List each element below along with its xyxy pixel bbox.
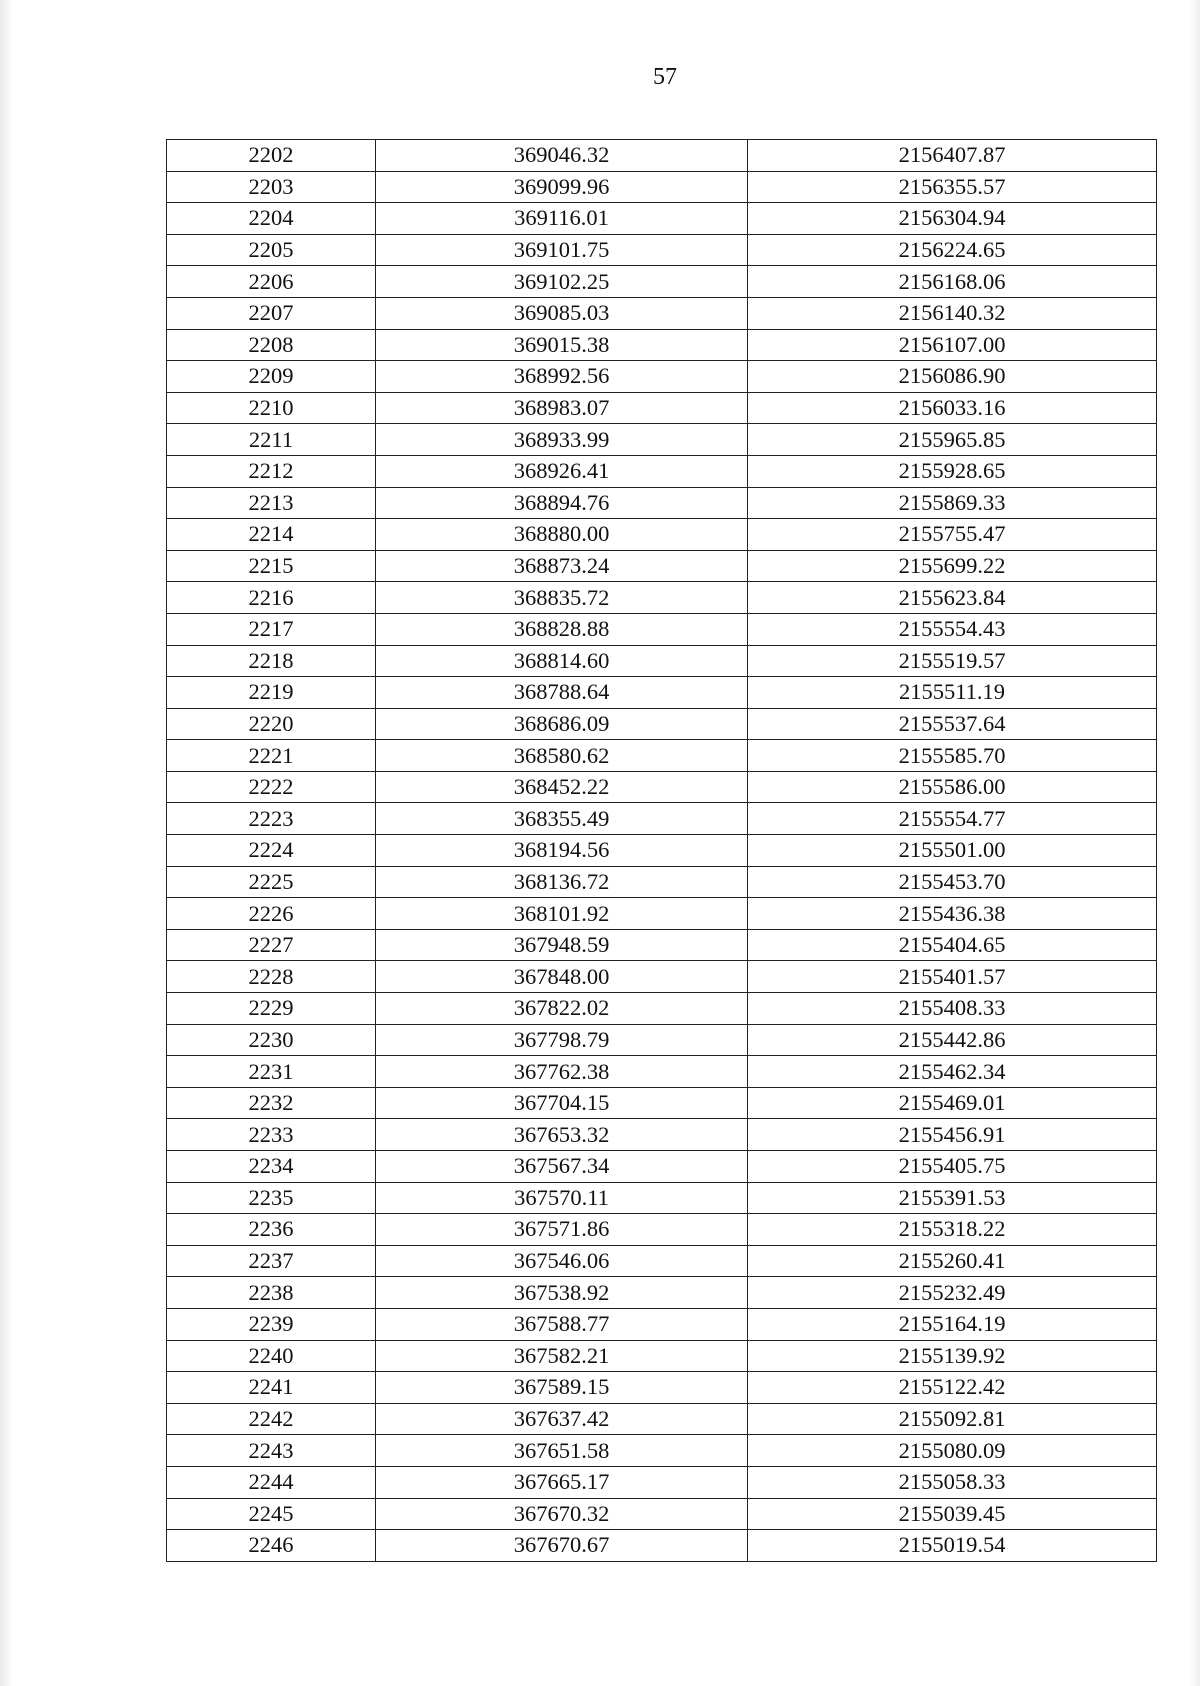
table-row bbox=[167, 519, 1157, 551]
y-coordinate-cell: 2155139.92 bbox=[748, 1340, 1157, 1372]
point-number-cell: 2243 bbox=[167, 1435, 376, 1467]
table-row bbox=[167, 898, 1157, 930]
coordinates-table-body bbox=[167, 140, 1157, 1562]
table-row bbox=[167, 266, 1157, 298]
point-number-cell: 2203 bbox=[167, 171, 376, 203]
y-coordinate-cell: 2155092.81 bbox=[748, 1403, 1157, 1435]
y-coordinate-cell: 2156107.00 bbox=[748, 329, 1157, 361]
table-row bbox=[167, 550, 1157, 582]
y-coordinate-cell: 2155164.19 bbox=[748, 1308, 1157, 1340]
point-number-cell: 2202 bbox=[167, 140, 376, 172]
table-row bbox=[167, 677, 1157, 709]
table-row bbox=[167, 1056, 1157, 1088]
table-row bbox=[167, 1530, 1157, 1562]
x-coordinate-cell: 368580.62 bbox=[376, 740, 748, 772]
x-coordinate-cell: 367704.15 bbox=[376, 1087, 748, 1119]
table-row bbox=[167, 1087, 1157, 1119]
table-row bbox=[167, 140, 1157, 172]
point-number-cell: 2204 bbox=[167, 203, 376, 235]
point-number-cell: 2227 bbox=[167, 929, 376, 961]
table-row bbox=[167, 803, 1157, 835]
point-number-cell: 2221 bbox=[167, 740, 376, 772]
point-number-cell: 2240 bbox=[167, 1340, 376, 1372]
table-row bbox=[167, 1372, 1157, 1404]
table-row bbox=[167, 708, 1157, 740]
y-coordinate-cell: 2155519.57 bbox=[748, 645, 1157, 677]
x-coordinate-cell: 369101.75 bbox=[376, 234, 748, 266]
x-coordinate-cell: 368828.88 bbox=[376, 613, 748, 645]
table-row bbox=[167, 1435, 1157, 1467]
x-coordinate-cell: 369015.38 bbox=[376, 329, 748, 361]
point-number-cell: 2232 bbox=[167, 1087, 376, 1119]
y-coordinate-cell: 2155442.86 bbox=[748, 1024, 1157, 1056]
y-coordinate-cell: 2155965.85 bbox=[748, 424, 1157, 456]
point-number-cell: 2217 bbox=[167, 613, 376, 645]
x-coordinate-cell: 367670.32 bbox=[376, 1498, 748, 1530]
y-coordinate-cell: 2156355.57 bbox=[748, 171, 1157, 203]
table-row bbox=[167, 1245, 1157, 1277]
x-coordinate-cell: 369085.03 bbox=[376, 297, 748, 329]
x-coordinate-cell: 368873.24 bbox=[376, 550, 748, 582]
x-coordinate-cell: 367651.58 bbox=[376, 1435, 748, 1467]
point-number-cell: 2245 bbox=[167, 1498, 376, 1530]
point-number-cell: 2206 bbox=[167, 266, 376, 298]
x-coordinate-cell: 367538.92 bbox=[376, 1277, 748, 1309]
x-coordinate-cell: 367546.06 bbox=[376, 1245, 748, 1277]
point-number-cell: 2241 bbox=[167, 1372, 376, 1404]
table-row bbox=[167, 297, 1157, 329]
table-row bbox=[167, 392, 1157, 424]
point-number-cell: 2234 bbox=[167, 1151, 376, 1183]
table-row bbox=[167, 929, 1157, 961]
table-row bbox=[167, 424, 1157, 456]
x-coordinate-cell: 367848.00 bbox=[376, 961, 748, 993]
point-number-cell: 2235 bbox=[167, 1182, 376, 1214]
point-number-cell: 2237 bbox=[167, 1245, 376, 1277]
x-coordinate-cell: 367588.77 bbox=[376, 1308, 748, 1340]
y-coordinate-cell: 2155511.19 bbox=[748, 677, 1157, 709]
y-coordinate-cell: 2155699.22 bbox=[748, 550, 1157, 582]
y-coordinate-cell: 2156224.65 bbox=[748, 234, 1157, 266]
x-coordinate-cell: 367570.11 bbox=[376, 1182, 748, 1214]
table-row bbox=[167, 582, 1157, 614]
point-number-cell: 2210 bbox=[167, 392, 376, 424]
point-number-cell: 2242 bbox=[167, 1403, 376, 1435]
table-row bbox=[167, 171, 1157, 203]
x-coordinate-cell: 368788.64 bbox=[376, 677, 748, 709]
y-coordinate-cell: 2156407.87 bbox=[748, 140, 1157, 172]
y-coordinate-cell: 2155755.47 bbox=[748, 519, 1157, 551]
y-coordinate-cell: 2155080.09 bbox=[748, 1435, 1157, 1467]
x-coordinate-cell: 367762.38 bbox=[376, 1056, 748, 1088]
y-coordinate-cell: 2156304.94 bbox=[748, 203, 1157, 235]
x-coordinate-cell: 369099.96 bbox=[376, 171, 748, 203]
table-row bbox=[167, 1182, 1157, 1214]
point-number-cell: 2215 bbox=[167, 550, 376, 582]
point-number-cell: 2238 bbox=[167, 1277, 376, 1309]
point-number-cell: 2212 bbox=[167, 455, 376, 487]
y-coordinate-cell: 2155019.54 bbox=[748, 1530, 1157, 1562]
x-coordinate-cell: 368814.60 bbox=[376, 645, 748, 677]
table-row bbox=[167, 1466, 1157, 1498]
point-number-cell: 2231 bbox=[167, 1056, 376, 1088]
page-number: 57 bbox=[653, 64, 677, 90]
point-number-cell: 2205 bbox=[167, 234, 376, 266]
y-coordinate-cell: 2155391.53 bbox=[748, 1182, 1157, 1214]
x-coordinate-cell: 369116.01 bbox=[376, 203, 748, 235]
y-coordinate-cell: 2155436.38 bbox=[748, 898, 1157, 930]
table-row bbox=[167, 234, 1157, 266]
y-coordinate-cell: 2155501.00 bbox=[748, 835, 1157, 867]
x-coordinate-cell: 367670.67 bbox=[376, 1530, 748, 1562]
y-coordinate-cell: 2156168.06 bbox=[748, 266, 1157, 298]
x-coordinate-cell: 368136.72 bbox=[376, 866, 748, 898]
x-coordinate-cell: 367798.79 bbox=[376, 1024, 748, 1056]
point-number-cell: 2224 bbox=[167, 835, 376, 867]
point-number-cell: 2222 bbox=[167, 771, 376, 803]
table-row bbox=[167, 1024, 1157, 1056]
y-coordinate-cell: 2155122.42 bbox=[748, 1372, 1157, 1404]
point-number-cell: 2225 bbox=[167, 866, 376, 898]
x-coordinate-cell: 367567.34 bbox=[376, 1151, 748, 1183]
y-coordinate-cell: 2155401.57 bbox=[748, 961, 1157, 993]
y-coordinate-cell: 2155462.34 bbox=[748, 1056, 1157, 1088]
table-row bbox=[167, 203, 1157, 235]
x-coordinate-cell: 367948.59 bbox=[376, 929, 748, 961]
x-coordinate-cell: 369102.25 bbox=[376, 266, 748, 298]
table-row bbox=[167, 487, 1157, 519]
scan-edge-left bbox=[0, 0, 14, 1686]
y-coordinate-cell: 2155537.64 bbox=[748, 708, 1157, 740]
point-number-cell: 2209 bbox=[167, 361, 376, 393]
y-coordinate-cell: 2155869.33 bbox=[748, 487, 1157, 519]
table-row bbox=[167, 866, 1157, 898]
y-coordinate-cell: 2155586.00 bbox=[748, 771, 1157, 803]
table-row bbox=[167, 1277, 1157, 1309]
table-row bbox=[167, 329, 1157, 361]
coordinates-table bbox=[166, 139, 1157, 1562]
y-coordinate-cell: 2155623.84 bbox=[748, 582, 1157, 614]
table-row bbox=[167, 1403, 1157, 1435]
y-coordinate-cell: 2155469.01 bbox=[748, 1087, 1157, 1119]
table-row bbox=[167, 993, 1157, 1025]
y-coordinate-cell: 2156033.16 bbox=[748, 392, 1157, 424]
x-coordinate-cell: 367653.32 bbox=[376, 1119, 748, 1151]
y-coordinate-cell: 2155554.43 bbox=[748, 613, 1157, 645]
table-row bbox=[167, 1340, 1157, 1372]
point-number-cell: 2228 bbox=[167, 961, 376, 993]
table-row bbox=[167, 1151, 1157, 1183]
point-number-cell: 2229 bbox=[167, 993, 376, 1025]
table-row bbox=[167, 613, 1157, 645]
point-number-cell: 2223 bbox=[167, 803, 376, 835]
point-number-cell: 2246 bbox=[167, 1530, 376, 1562]
point-number-cell: 2230 bbox=[167, 1024, 376, 1056]
x-coordinate-cell: 368101.92 bbox=[376, 898, 748, 930]
point-number-cell: 2244 bbox=[167, 1466, 376, 1498]
x-coordinate-cell: 368933.99 bbox=[376, 424, 748, 456]
x-coordinate-cell: 368926.41 bbox=[376, 455, 748, 487]
y-coordinate-cell: 2155232.49 bbox=[748, 1277, 1157, 1309]
point-number-cell: 2236 bbox=[167, 1214, 376, 1246]
point-number-cell: 2213 bbox=[167, 487, 376, 519]
point-number-cell: 2207 bbox=[167, 297, 376, 329]
x-coordinate-cell: 369046.32 bbox=[376, 140, 748, 172]
table-row bbox=[167, 835, 1157, 867]
y-coordinate-cell: 2155554.77 bbox=[748, 803, 1157, 835]
y-coordinate-cell: 2155404.65 bbox=[748, 929, 1157, 961]
y-coordinate-cell: 2155456.91 bbox=[748, 1119, 1157, 1151]
y-coordinate-cell: 2155408.33 bbox=[748, 993, 1157, 1025]
table-row bbox=[167, 1214, 1157, 1246]
point-number-cell: 2226 bbox=[167, 898, 376, 930]
table-row bbox=[167, 961, 1157, 993]
table-row bbox=[167, 740, 1157, 772]
table-row bbox=[167, 1498, 1157, 1530]
x-coordinate-cell: 368983.07 bbox=[376, 392, 748, 424]
table-row bbox=[167, 1119, 1157, 1151]
x-coordinate-cell: 367582.21 bbox=[376, 1340, 748, 1372]
y-coordinate-cell: 2155585.70 bbox=[748, 740, 1157, 772]
x-coordinate-cell: 368686.09 bbox=[376, 708, 748, 740]
table-row bbox=[167, 361, 1157, 393]
x-coordinate-cell: 367571.86 bbox=[376, 1214, 748, 1246]
y-coordinate-cell: 2155405.75 bbox=[748, 1151, 1157, 1183]
point-number-cell: 2219 bbox=[167, 677, 376, 709]
point-number-cell: 2220 bbox=[167, 708, 376, 740]
y-coordinate-cell: 2155058.33 bbox=[748, 1466, 1157, 1498]
x-coordinate-cell: 368880.00 bbox=[376, 519, 748, 551]
x-coordinate-cell: 367665.17 bbox=[376, 1466, 748, 1498]
x-coordinate-cell: 368194.56 bbox=[376, 835, 748, 867]
point-number-cell: 2216 bbox=[167, 582, 376, 614]
x-coordinate-cell: 368452.22 bbox=[376, 771, 748, 803]
x-coordinate-cell: 368835.72 bbox=[376, 582, 748, 614]
x-coordinate-cell: 367637.42 bbox=[376, 1403, 748, 1435]
x-coordinate-cell: 367822.02 bbox=[376, 993, 748, 1025]
x-coordinate-cell: 367589.15 bbox=[376, 1372, 748, 1404]
y-coordinate-cell: 2155039.45 bbox=[748, 1498, 1157, 1530]
point-number-cell: 2233 bbox=[167, 1119, 376, 1151]
x-coordinate-cell: 368894.76 bbox=[376, 487, 748, 519]
y-coordinate-cell: 2155318.22 bbox=[748, 1214, 1157, 1246]
point-number-cell: 2218 bbox=[167, 645, 376, 677]
point-number-cell: 2239 bbox=[167, 1308, 376, 1340]
table-row bbox=[167, 645, 1157, 677]
table-row bbox=[167, 455, 1157, 487]
y-coordinate-cell: 2155260.41 bbox=[748, 1245, 1157, 1277]
y-coordinate-cell: 2155928.65 bbox=[748, 455, 1157, 487]
x-coordinate-cell: 368355.49 bbox=[376, 803, 748, 835]
point-number-cell: 2211 bbox=[167, 424, 376, 456]
point-number-cell: 2208 bbox=[167, 329, 376, 361]
scan-edge-right bbox=[1190, 0, 1200, 1686]
table-row bbox=[167, 771, 1157, 803]
table-row bbox=[167, 1308, 1157, 1340]
y-coordinate-cell: 2156140.32 bbox=[748, 297, 1157, 329]
y-coordinate-cell: 2155453.70 bbox=[748, 866, 1157, 898]
y-coordinate-cell: 2156086.90 bbox=[748, 361, 1157, 393]
x-coordinate-cell: 368992.56 bbox=[376, 361, 748, 393]
point-number-cell: 2214 bbox=[167, 519, 376, 551]
